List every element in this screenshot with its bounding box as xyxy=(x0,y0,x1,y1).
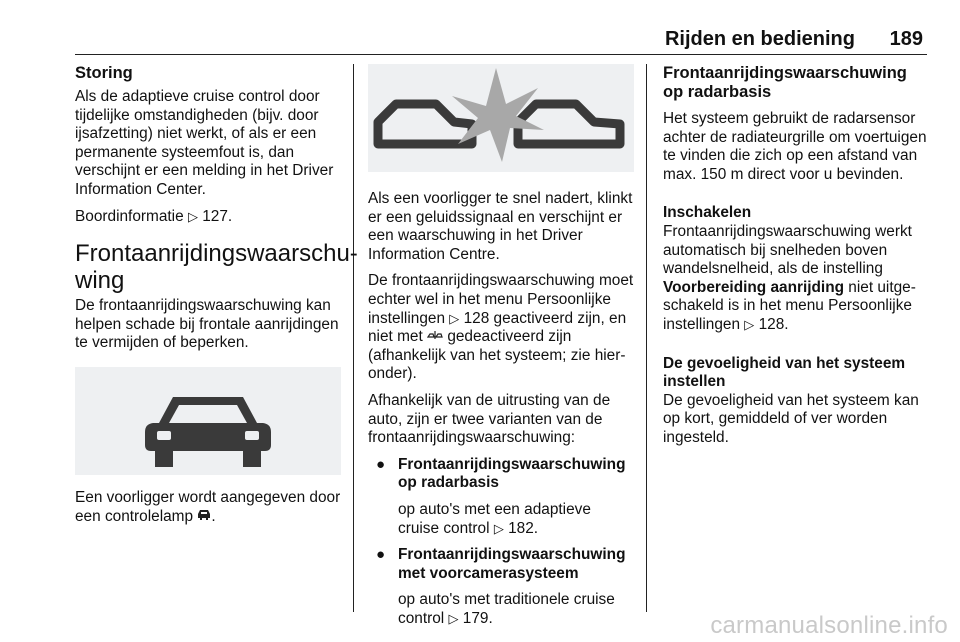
bullet-icon: ● xyxy=(376,546,386,564)
bullet-text: op auto's met traditionele cruise control xyxy=(398,591,615,627)
car-front-icon xyxy=(75,367,341,475)
bullet-title: Frontaanrijdingswaarschuwing op radarbasis xyxy=(398,455,626,492)
page-ref-arrow-icon: ▷ xyxy=(448,610,459,626)
boordinfo-line xyxy=(75,208,343,227)
inschakelen-text-a: Frontaanrijdingswaarschuwing werkt automatisch bij snelheden boven wandelsnelheid, als de instelling xyxy=(663,222,912,278)
column-1 xyxy=(75,64,358,526)
lamp-text: Een voorligger wordt aangegeven door een controlelamp xyxy=(75,488,341,525)
inschakelen-ref: 128. xyxy=(758,315,789,333)
radar-text: Het systeem gebruikt de radarsensor achter de radiateurgrille om voertuigen te vinden die zich op een afstand van max. 150 m direct voor u bevinden. xyxy=(663,110,927,183)
collision-icon xyxy=(368,64,634,172)
radar-heading: Frontaanrijdingswaarschuwing op radarbasis xyxy=(663,64,907,101)
page-header xyxy=(75,28,927,55)
activation-text-b: geactiveerd zijn, en niet met xyxy=(368,309,627,346)
bullet-text-line xyxy=(398,591,636,628)
collision-off-icon xyxy=(427,329,443,341)
collision-illustration xyxy=(368,64,634,172)
variants-intro: Afhankelijk van de uitrusting van de auto, zijn er twee varianten van de frontaanrijdingswaarschuwing: xyxy=(368,391,611,447)
watermark: carmanualsonline.info xyxy=(710,612,948,639)
list-item xyxy=(368,456,636,538)
bullet-text-line xyxy=(398,501,636,538)
section-heading-line2: wing xyxy=(75,267,125,295)
activation-text-a: De frontaanrijdingswaarschuwing moet echter wel in het menu Persoonlijke instellingen xyxy=(368,272,634,327)
page-number: 189 xyxy=(889,28,923,50)
column-divider xyxy=(646,64,647,612)
storing-heading: Storing xyxy=(75,64,133,82)
bullet-icon: ● xyxy=(376,455,386,473)
lamp-suffix: . xyxy=(211,507,216,525)
boordinfo-ref: 127. xyxy=(202,207,233,225)
storing-text: Als de adaptieve cruise control door tijdelijke omstandigheden (bijv. door ijsafzetting) niet werkt, of als er een permanente systeemfout is, dan verschijnt er een melding in het Driver Information Center. xyxy=(75,88,334,198)
activation-ref: 128 xyxy=(463,309,490,327)
car-warning-lamp-illustration xyxy=(75,367,341,475)
page-ref-arrow-icon: ▷ xyxy=(493,520,504,536)
activation-text-c: gedeactiveerd zijn (afhankelijk van het systeem; zie hieronder). xyxy=(368,328,626,383)
column-divider xyxy=(353,64,354,612)
warning-text: Als een voorligger te snel nadert, klinkt er een geluidssignaal en verschijnt er een waarschuwing in het Driver Information Centre. xyxy=(368,190,633,263)
gevoeligheid-heading: De gevoeligheid van het systeem instellen xyxy=(663,354,906,391)
boordinfo-text: Boordinformatie xyxy=(75,207,184,225)
car-lamp-icon xyxy=(197,509,211,521)
bullet-text: op auto's met een adaptieve cruise control xyxy=(398,500,591,537)
page-ref-arrow-icon: ▷ xyxy=(449,310,460,326)
column-3 xyxy=(663,64,928,448)
inschakelen-text xyxy=(663,223,928,335)
gevoeligheid-text: De gevoeligheid van het systeem kan op kort, gemiddeld of ver worden ingesteld. xyxy=(663,391,919,446)
bullet-title: Frontaanrijdingswaarschuwing met voorcamerasysteem xyxy=(398,546,626,582)
page-ref-arrow-icon: ▷ xyxy=(187,208,198,224)
inschakelen-heading: Inschakelen xyxy=(663,204,752,222)
list-item xyxy=(368,546,636,628)
inschakelen-setting: Voorbereiding aanrijding xyxy=(663,278,844,296)
page-ref-arrow-icon: ▷ xyxy=(744,316,755,332)
header-title: Rijden en bediening xyxy=(664,28,855,50)
bullet-ref: 182. xyxy=(508,519,539,537)
bullet-ref: 179. xyxy=(462,609,493,627)
lamp-text-line xyxy=(75,489,343,526)
intro-text: De frontaanrijdingswaarschuwing kan helpen schade bij frontale aanrijdingen te vermijden of beperken. xyxy=(75,297,339,352)
section-heading xyxy=(75,240,358,295)
section-heading-line1: Frontaanrijdingswaarschu- xyxy=(75,240,358,268)
activation-text xyxy=(368,272,636,384)
column-2 xyxy=(368,64,636,628)
inschakelen-text-b: niet uitgeschakeld is in het menu Persoonlijke instellingen xyxy=(663,278,916,333)
